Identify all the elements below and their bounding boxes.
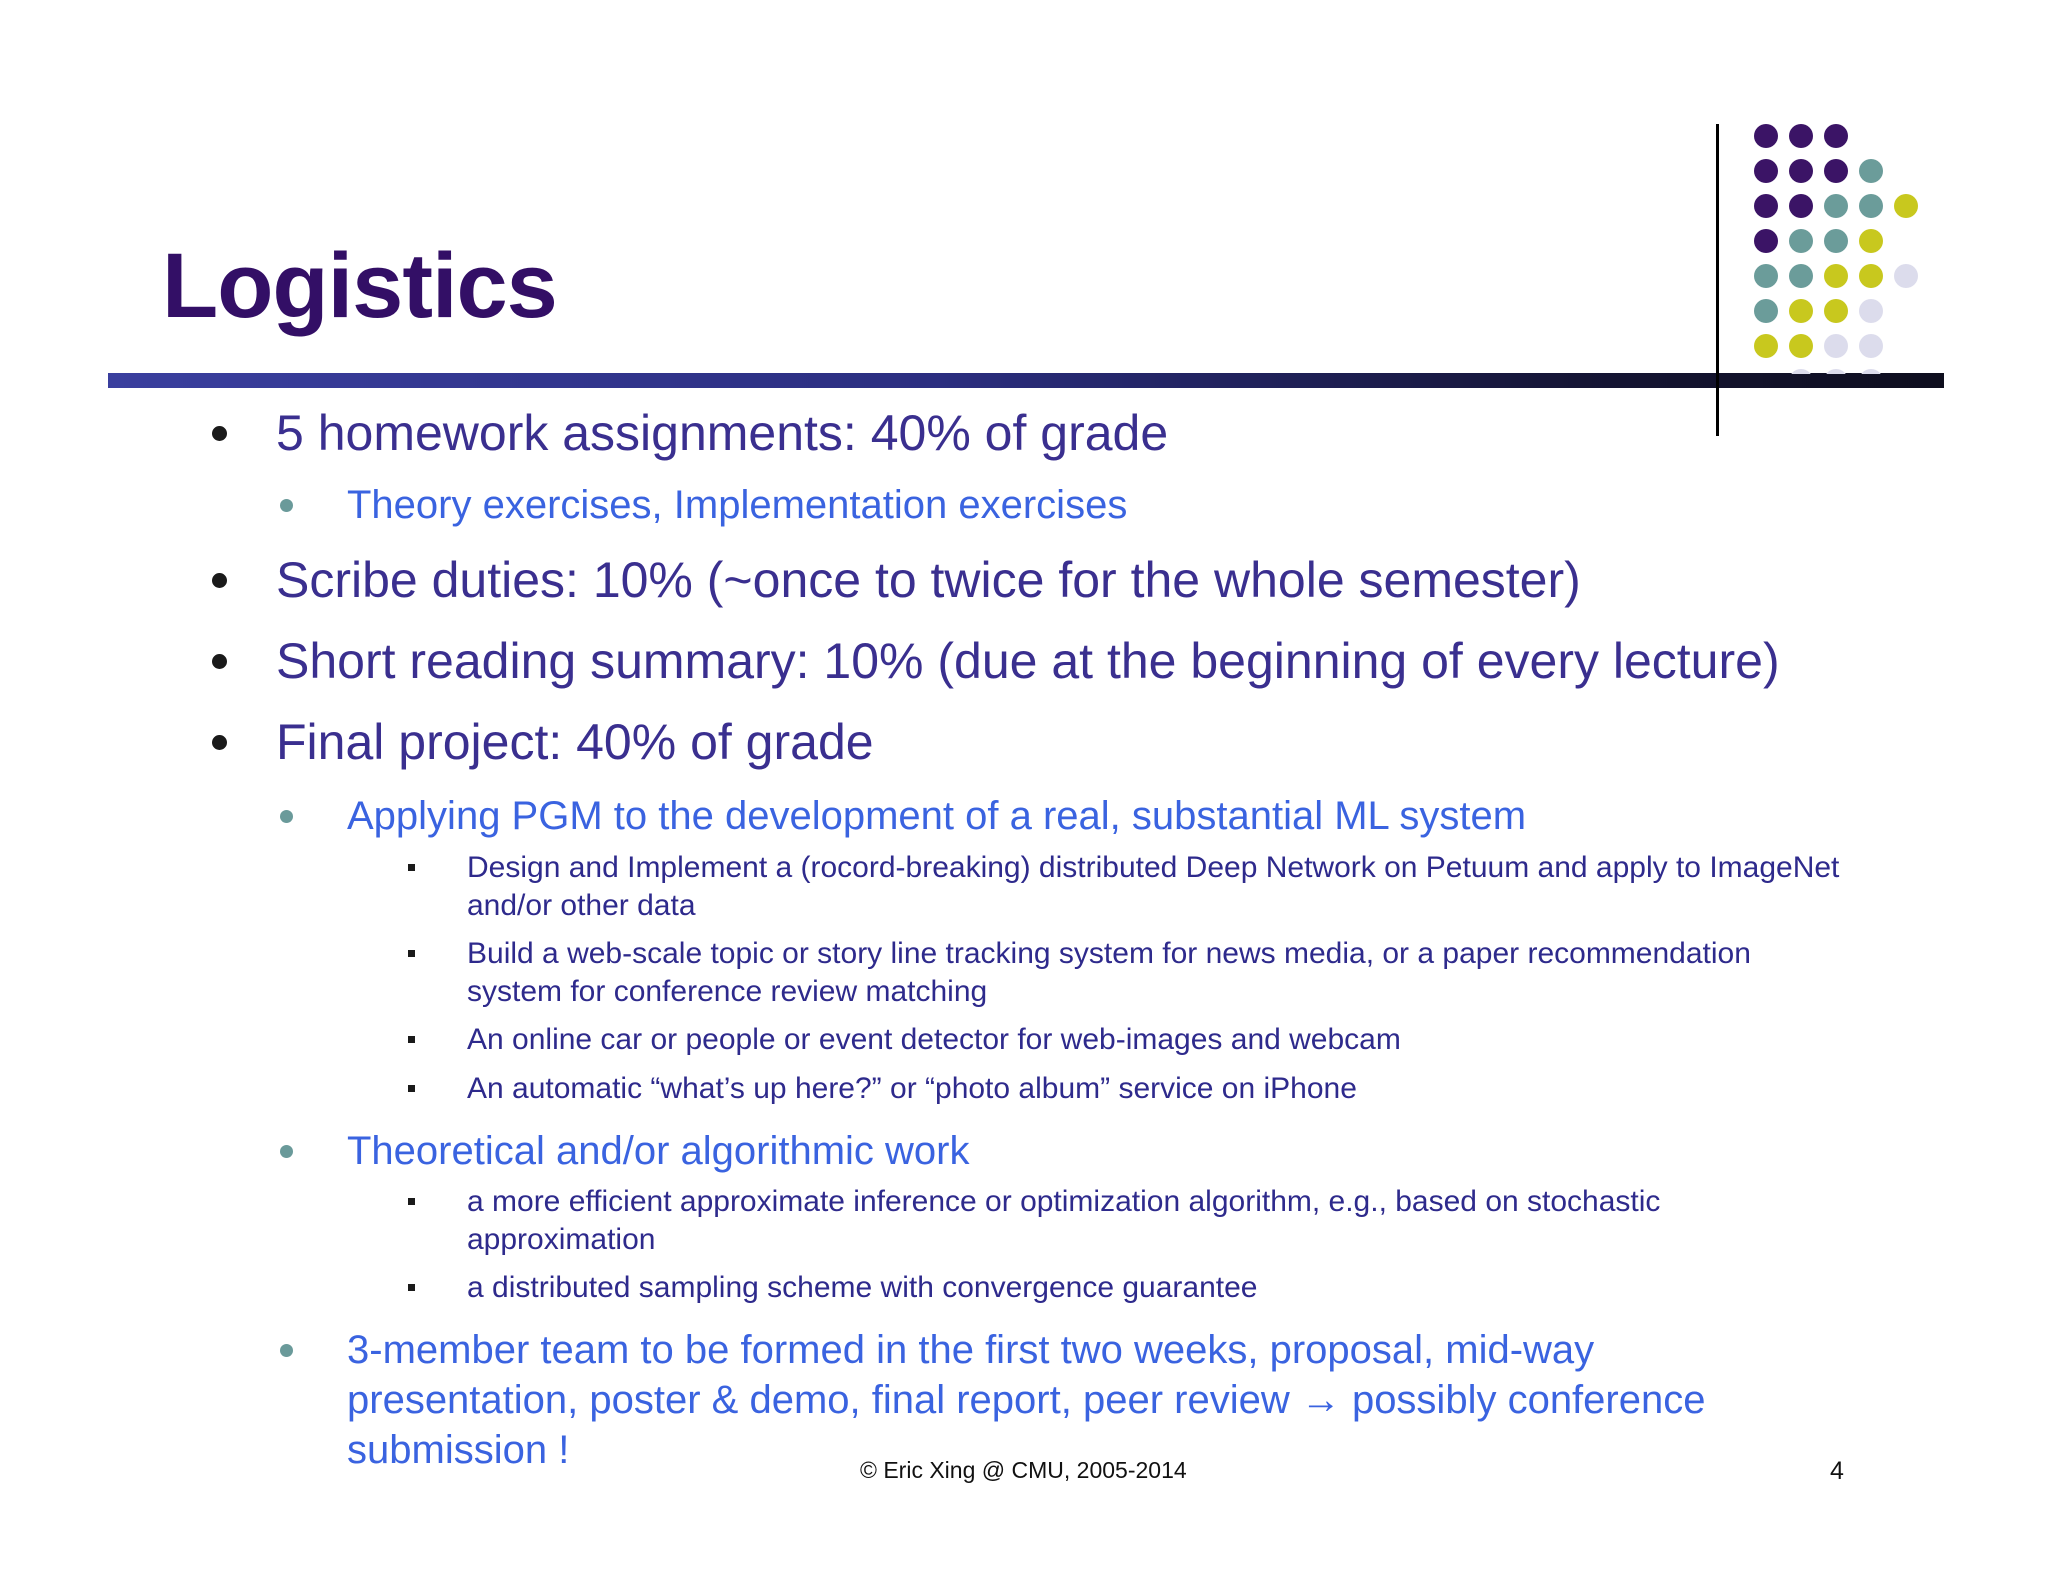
dot [1824,264,1848,288]
dot [1754,299,1778,323]
bullet-efficient-inference: a more efficient approximate inference or optimization algorithm, e.g., based on stochastic approximation [467,1185,1661,1256]
bullet-dot [212,654,227,669]
dot [1824,124,1848,148]
page-number: 4 [1830,1457,1844,1485]
bullet-topic-tracking: Build a web-scale topic or story line tracking system for news media, or a paper recommendation system for conference review matching [467,937,1751,1008]
bullet-square [408,1284,415,1291]
dot [1824,299,1848,323]
bullet-dot [280,499,293,512]
bullet-dot [280,1145,293,1158]
dot [1754,334,1778,358]
dot [1789,229,1813,253]
dot [1859,299,1883,323]
dot [1824,334,1848,358]
bullet-distributed-sampling: a distributed sampling scheme with convergence guarantee [467,1271,1258,1304]
bullet-team-formation: 3-member team to be formed in the first two weeks, proposal, mid-way presentation, poster & demo, final report, peer review → possibly conference submission ! [347,1328,1706,1472]
bullet-online-detector: An online car or people or event detector for web-images and webcam [467,1023,1401,1056]
dot [1754,229,1778,253]
bullet-dot [212,426,227,441]
bullet-reading-summary: Short reading summary: 10% (due at the beginning of every lecture) [276,633,1780,689]
slide-title: Logistics [162,235,557,337]
bullet-homework: 5 homework assignments: 40% of grade [276,405,1169,461]
bullet-applying-pgm: Applying PGM to the development of a real, substantial ML system [347,794,1527,838]
bullet-photo-album: An automatic “what’s up here?” or “photo album” service on iPhone [467,1072,1357,1105]
dot [1789,194,1813,218]
dot [1754,159,1778,183]
dot [1789,124,1813,148]
dot [1789,264,1813,288]
bullet-square [408,864,415,871]
dot [1859,334,1883,358]
bullet-square [408,1198,415,1205]
dot [1754,264,1778,288]
dot [1894,264,1918,288]
dot [1824,369,1848,374]
dot [1789,369,1813,374]
dot [1824,159,1848,183]
bullet-deep-network: Design and Implement a (rocord-breaking) distributed Deep Network on Petuum and apply to ImageNet and/or other data [467,851,1840,922]
bullet-dot [212,735,227,750]
dot [1789,334,1813,358]
dot [1859,194,1883,218]
dot [1754,194,1778,218]
dot [1859,369,1883,374]
title-divider [108,373,1944,388]
dot [1754,124,1778,148]
dot [1824,229,1848,253]
bullet-scribe: Scribe duties: 10% (~once to twice for the whole semester) [276,552,1581,608]
dot [1859,159,1883,183]
bullet-dot [280,810,293,823]
bullet-theoretical-work: Theoretical and/or algorithmic work [347,1129,970,1173]
dot [1789,159,1813,183]
bullet-homework-types: Theory exercises, Implementation exercises [347,483,1128,527]
bullet-dot [212,573,227,588]
bullet-square [408,1036,415,1043]
footer-copyright: © Eric Xing @ CMU, 2005-2014 [860,1457,1187,1483]
bullet-square [408,950,415,957]
bullet-square [408,1085,415,1092]
dot [1789,299,1813,323]
corner-vertical-line [1716,124,1719,436]
decorative-dot-grid [1754,122,1924,374]
bullet-final-project: Final project: 40% of grade [276,714,874,770]
dot [1824,194,1848,218]
bullet-dot [280,1344,293,1357]
dot [1859,229,1883,253]
dot [1859,264,1883,288]
dot-grid-svg [1754,122,1924,374]
dot [1894,194,1918,218]
